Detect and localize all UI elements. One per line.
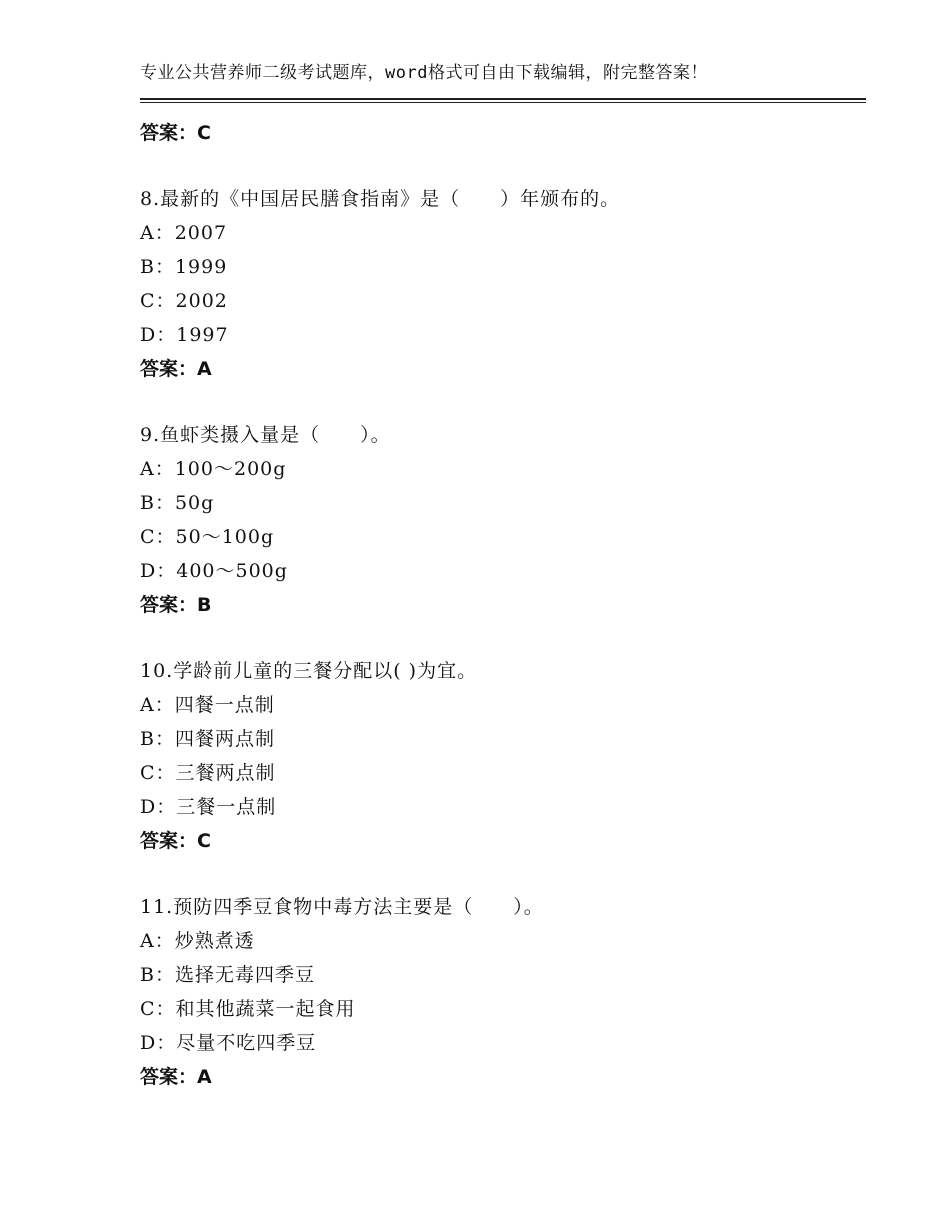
option-d: D：1997 xyxy=(140,324,229,346)
option-c: C：三餐两点制 xyxy=(140,762,276,784)
option-d: D：400～500g xyxy=(140,560,288,582)
option-b: B：选择无毒四季豆 xyxy=(140,964,315,986)
answer: 答案：C xyxy=(140,830,211,852)
option-a: A：炒熟煮透 xyxy=(140,930,255,952)
option-c: C：和其他蔬菜一起食用 xyxy=(140,998,356,1020)
header-rule-thin xyxy=(140,102,866,103)
page-header: 专业公共营养师二级考试题库，word格式可自由下载编辑，附完整答案！ xyxy=(140,63,708,83)
option-a: A：100～200g xyxy=(140,458,287,480)
answer: 答案：A xyxy=(140,1066,212,1088)
option-a: A：2007 xyxy=(140,222,228,244)
option-c: C：50～100g xyxy=(140,526,275,548)
header-rule-thick xyxy=(140,98,866,100)
question-8 xyxy=(140,182,866,386)
question-11 xyxy=(140,890,866,1094)
question-list xyxy=(140,116,866,1094)
previous-answer: 答案：C xyxy=(140,122,211,144)
answer: 答案：A xyxy=(140,358,212,380)
option-b: B：四餐两点制 xyxy=(140,728,275,750)
question-text: 8.最新的《中国居民膳食指南》是（ ）年颁布的。 xyxy=(140,188,621,210)
question-9 xyxy=(140,418,866,622)
question-text: 11.预防四季豆食物中毒方法主要是（ ）。 xyxy=(140,896,544,918)
question-10 xyxy=(140,654,866,858)
option-b: B：50g xyxy=(140,492,215,514)
option-b: B：1999 xyxy=(140,256,228,278)
question-text: 9.鱼虾类摄入量是（ ）。 xyxy=(140,424,391,446)
option-c: C：2002 xyxy=(140,290,228,312)
question-text: 10.学龄前儿童的三餐分配以( )为宜。 xyxy=(140,660,478,682)
option-d: D：尽量不吃四季豆 xyxy=(140,1032,317,1054)
option-d: D：三餐一点制 xyxy=(140,796,277,818)
option-a: A：四餐一点制 xyxy=(140,694,275,716)
answer: 答案：B xyxy=(140,594,212,616)
